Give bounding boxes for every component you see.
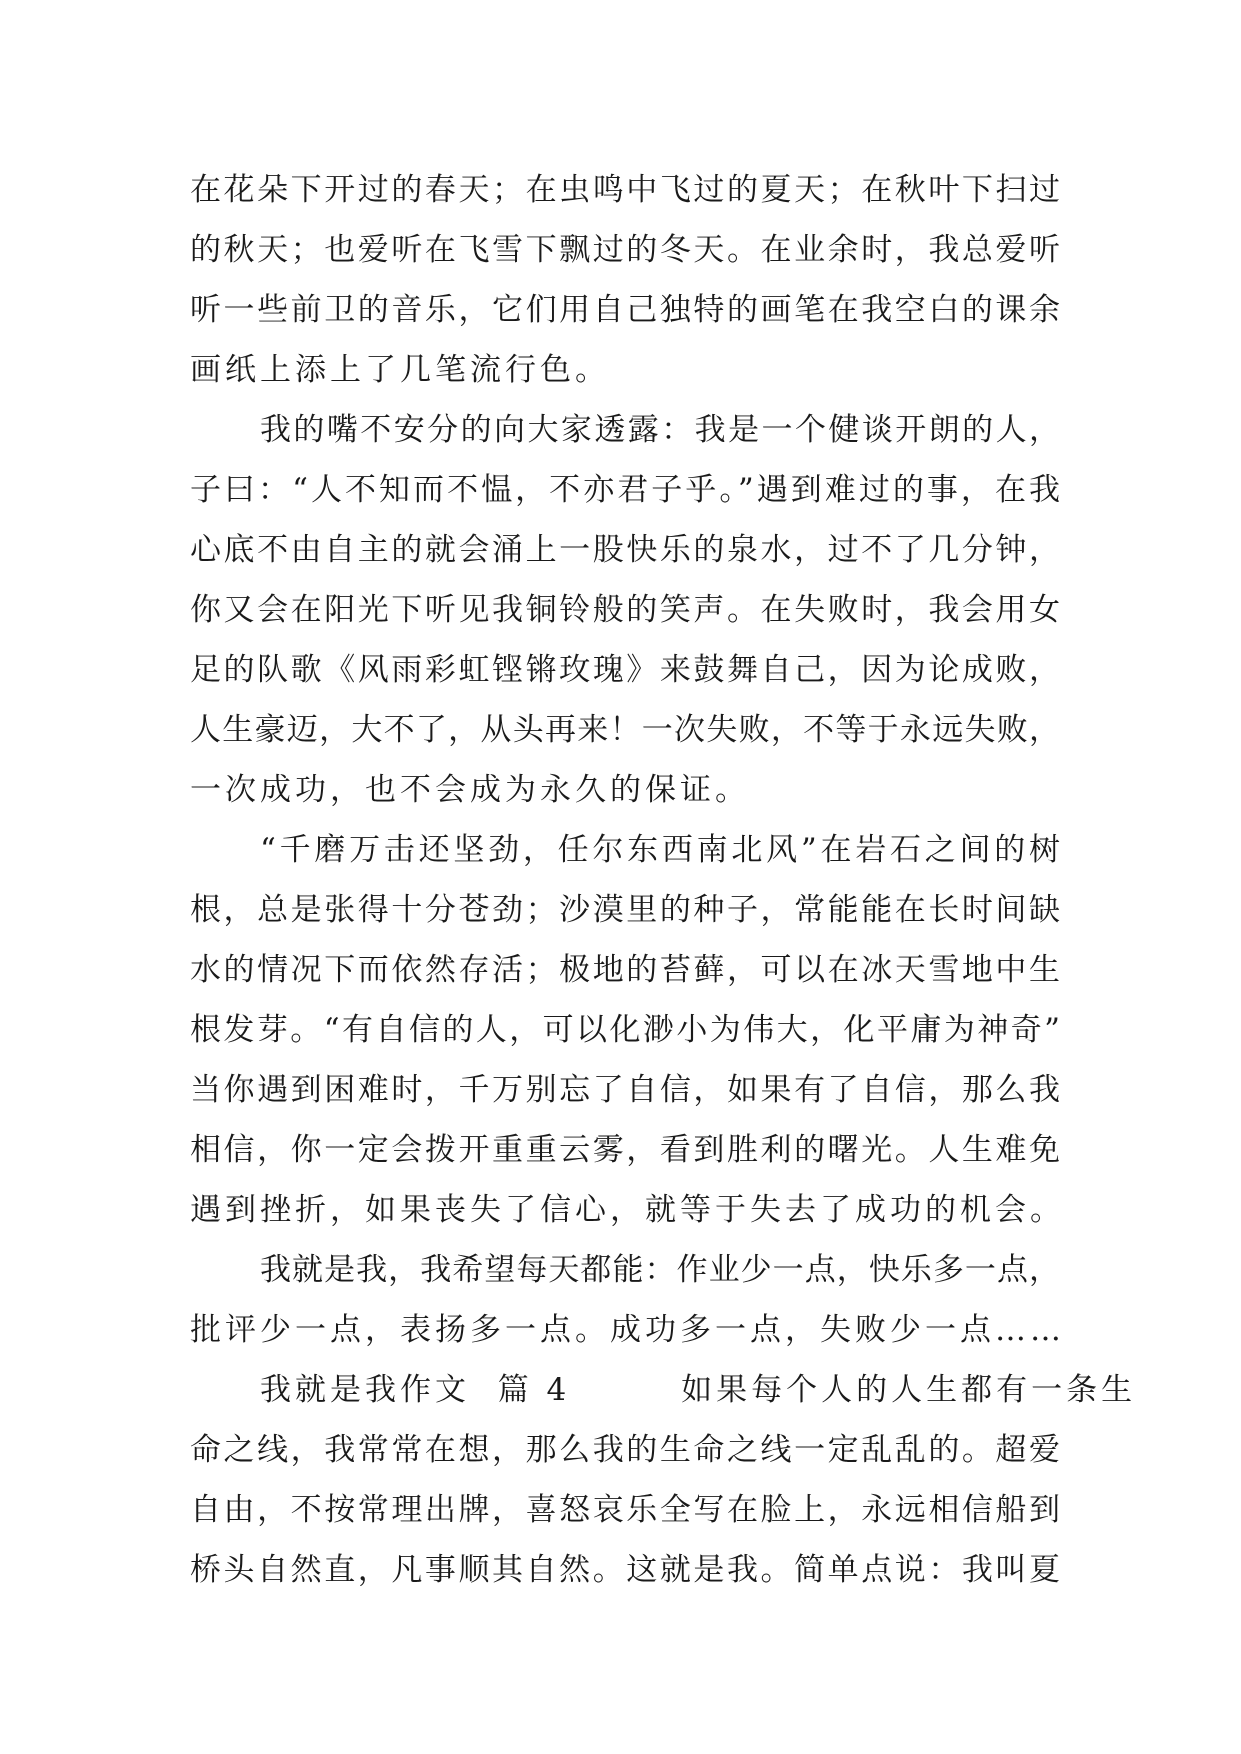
paragraph-3-line-6: 相信，你一定会拨开重重云雾，看到胜利的曙光。人生难免 bbox=[190, 1132, 1060, 1168]
paragraph-5-line-3: 自由，不按常理出牌，喜怒哀乐全写在脸上，永远相信船到 bbox=[190, 1492, 1060, 1528]
paragraph-1-line-2: 的秋天；也爱听在飞雪下飘过的冬天。在业余时，我总爱听 bbox=[190, 232, 1060, 268]
paragraph-5-line-2: 命之线，我常常在想，那么我的生命之线一定乱乱的。超爱 bbox=[190, 1432, 1060, 1468]
body-text bbox=[190, 160, 1137, 1600]
paragraph-3-line-2: 根，总是张得十分苍劲；沙漠里的种子，常能能在长时间缺 bbox=[190, 892, 1060, 928]
paragraph-3-line-3: 水的情况下而依然存活；极地的苔藓，可以在冰天雪地中生 bbox=[190, 952, 1060, 988]
paragraph-5-line-4: 桥头自然直，凡事顺其自然。这就是我。简单点说：我叫夏 bbox=[190, 1552, 1060, 1588]
paragraph-1-line-1: 在花朵下开过的春天；在虫鸣中飞过的夏天；在秋叶下扫过 bbox=[190, 172, 1060, 208]
paragraph-1-line-3: 听一些前卫的音乐，它们用自己独特的画笔在我空白的课余 bbox=[190, 292, 1060, 328]
paragraph-3-line-7: 遇到挫折，如果丧失了信心，就等于失去了成功的机会。 bbox=[190, 1192, 1065, 1228]
paragraph-4-line-2: 批评少一点，表扬多一点。成功多一点，失败少一点…… bbox=[190, 1312, 1065, 1348]
paragraph-2-line-1: 我的嘴不安分的向大家透露：我是一个健谈开朗的人， bbox=[260, 412, 1060, 448]
paragraph-4-line-1: 我就是我，我希望每天都能：作业少一点，快乐多一点， bbox=[260, 1252, 1060, 1288]
paragraph-2-line-7: 一次成功，也不会成为永久的保证。 bbox=[190, 772, 750, 808]
paragraph-3-line-4: 根发芽。“有自信的人，可以化渺小为伟大，化平庸为神奇” bbox=[190, 1012, 1060, 1048]
paragraph-5-line-1: 我就是我作文 篇 4 如果每个人的人生都有一条生 bbox=[260, 1372, 1137, 1408]
paragraph-2-line-6: 人生豪迈，大不了，从头再来！一次失败，不等于永远失败， bbox=[190, 712, 1060, 748]
paragraph-1-line-4: 画纸上添上了几笔流行色。 bbox=[190, 352, 610, 388]
paragraph-2-line-3: 心底不由自主的就会涌上一股快乐的泉水，过不了几分钟， bbox=[190, 532, 1060, 568]
paragraph-2-line-2: 子曰：“人不知而不愠，不亦君子乎。”遇到难过的事，在我 bbox=[190, 472, 1060, 508]
paragraph-3-line-5: 当你遇到困难时，千万别忘了自信，如果有了自信，那么我 bbox=[190, 1072, 1060, 1108]
paragraph-2-line-4: 你又会在阳光下听见我铜铃般的笑声。在失败时，我会用女 bbox=[190, 592, 1060, 628]
paragraph-2-line-5: 足的队歌《风雨彩虹铿锵玫瑰》来鼓舞自己，因为论成败， bbox=[190, 652, 1060, 688]
paragraph-3-line-1: “千磨万击还坚劲，任尔东西南北风”在岩石之间的树 bbox=[260, 832, 1060, 868]
